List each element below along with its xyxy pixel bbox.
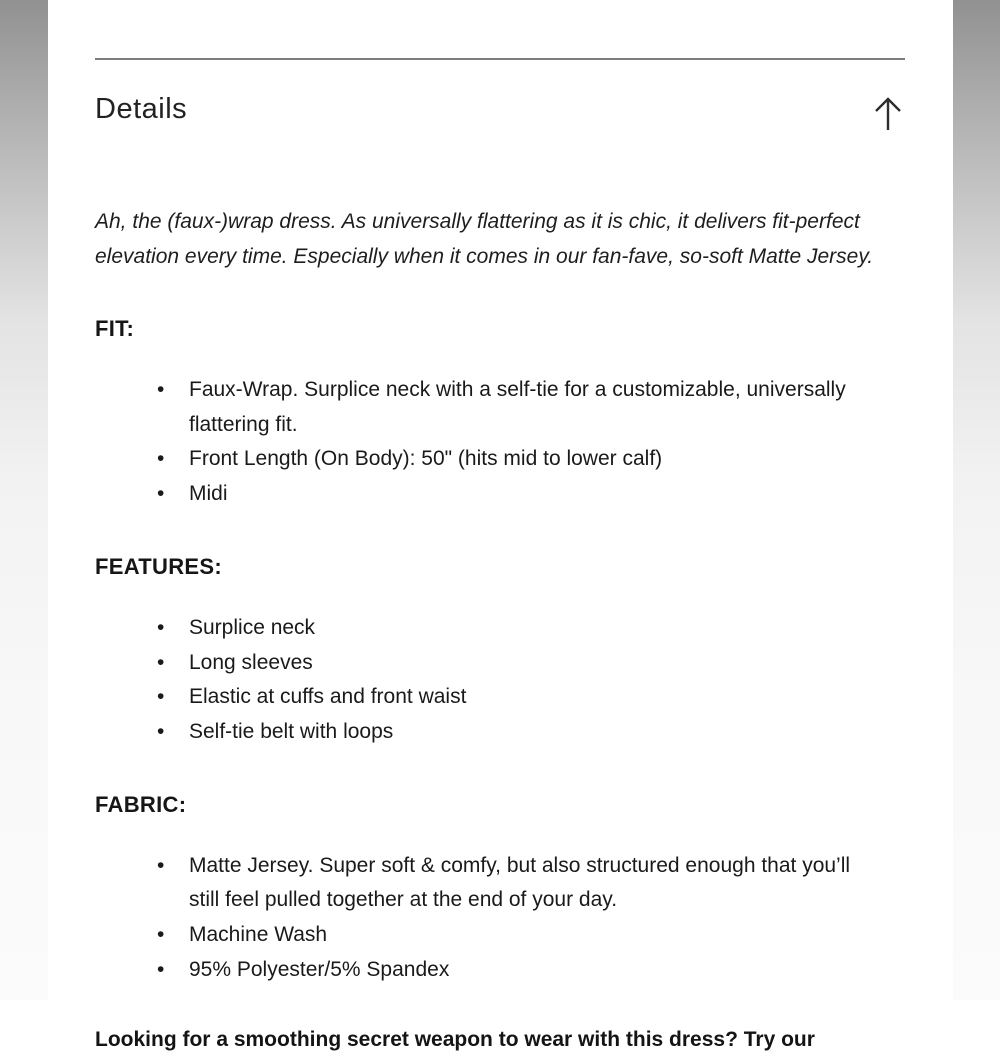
section-divider xyxy=(95,58,905,60)
list-item: • Faux-Wrap. Surplice neck with a self-tie for a customizable, universally flattering fit. xyxy=(95,373,885,442)
page-background-gutter-right xyxy=(953,0,1000,1000)
list-item: • Surplice neck xyxy=(95,611,885,646)
page-background-gutter-left xyxy=(0,0,48,1000)
details-accordion-header[interactable] xyxy=(95,92,905,134)
details-section-title: Details xyxy=(95,93,188,125)
list-item: • Self-tie belt with loops xyxy=(95,715,885,750)
list-item: • Elastic at cuffs and front waist xyxy=(95,680,885,715)
details-panel xyxy=(95,0,905,1057)
list-item: • 95% Polyester/5% Spandex xyxy=(95,953,885,988)
fit-section-heading: FIT: xyxy=(95,316,135,341)
fabric-section-heading: FABRIC: xyxy=(95,791,187,817)
collapse-section-button[interactable] xyxy=(871,94,905,134)
list-item: • Midi xyxy=(95,477,885,512)
fit-bullet-list xyxy=(95,373,905,512)
arrow-up-icon xyxy=(871,94,905,134)
list-item: • Front Length (On Body): 50" (hits mid to lower calf) xyxy=(95,442,885,477)
list-item: • Machine Wash xyxy=(95,918,885,953)
fabric-bullet-list xyxy=(95,849,905,988)
features-section-heading: FEATURES: xyxy=(95,553,222,579)
list-item: • Long sleeves xyxy=(95,646,885,681)
styling-tip-teaser-text: Looking for a smoothing secret weapon to wear with this dress? Try our xyxy=(95,1028,815,1052)
product-intro-text: Ah, the (faux-)wrap dress. As universally flattering as it is chic, it delivers fit-perfect elevation every time. Especially when it comes in our fan-fave, so-soft Matte Jersey. xyxy=(95,210,874,268)
features-bullet-list xyxy=(95,611,905,750)
list-item: • Matte Jersey. Super soft & comfy, but also structured enough that you’ll still feel pulled together at the end of your day. xyxy=(95,849,885,918)
